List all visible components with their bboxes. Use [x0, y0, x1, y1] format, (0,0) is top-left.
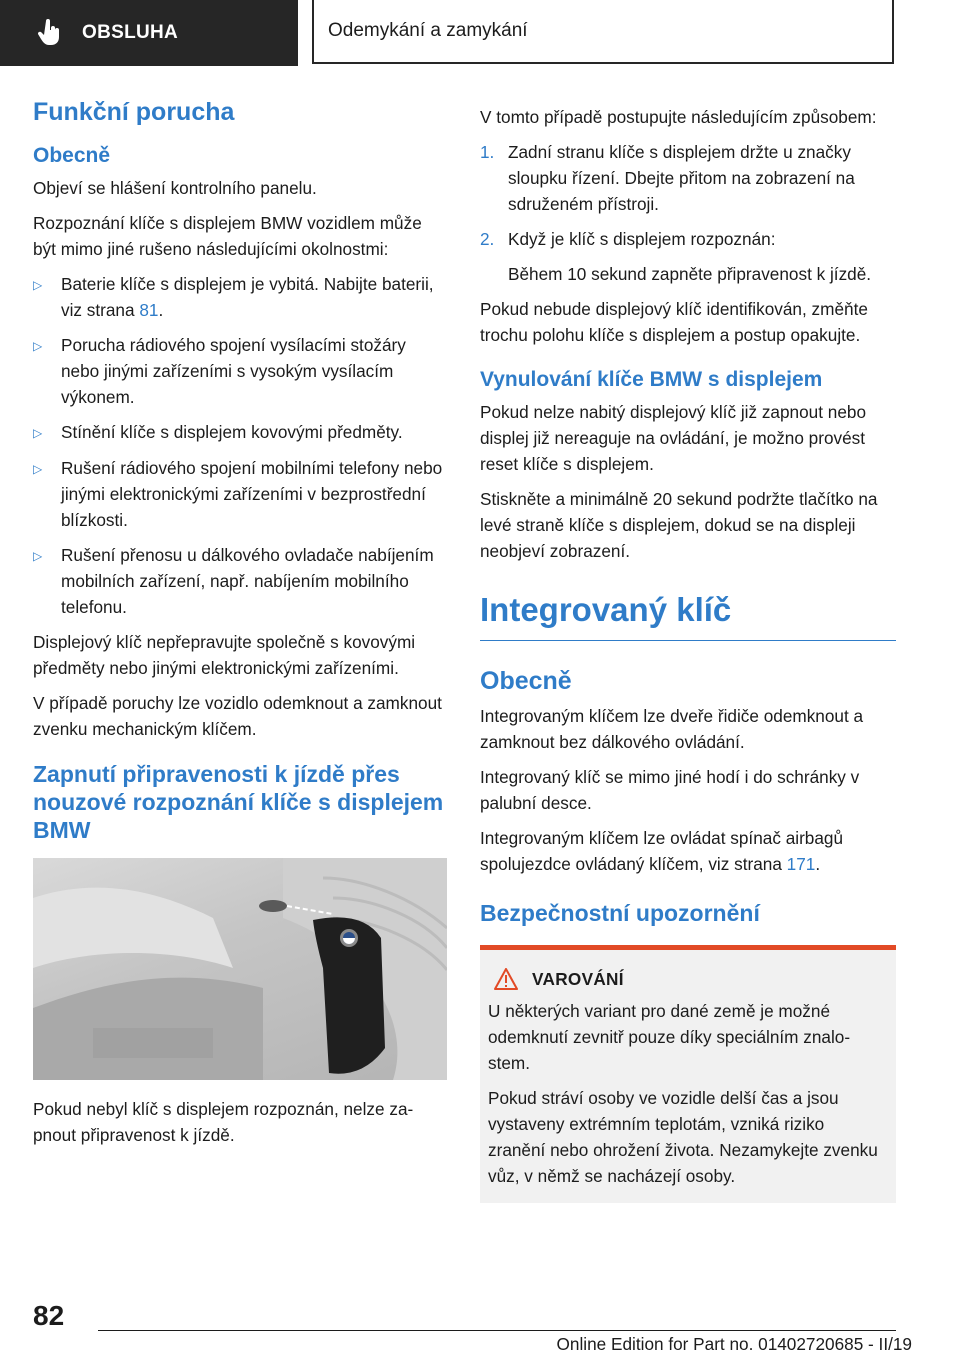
warning-box [480, 945, 896, 1203]
warning-title: VAROVÁNÍ [532, 968, 624, 989]
list-item-text: Rušení přenosu u dálkového ovladače nabíjením mobilních zařízení, např. nabíjením mobilního telefonu. [61, 545, 434, 617]
left-column [33, 98, 447, 1157]
right-column [480, 104, 896, 1203]
heading-integrated-key: Integrovaný klíč [480, 590, 896, 641]
heading-reset: Vynulování klíče BMW s displejem [480, 368, 823, 391]
heading-general: Obecně [33, 144, 111, 167]
list-item-text: Porucha rádiového spojení vysílacími stožáry nebo jinými zařízeními s vysokým vysílacím výkonem. [61, 335, 406, 407]
warning-text: Pokud stráví osoby ve vozidle delší čas a jsou vystaveny extrémním teplotám, vzniká riziko zranění nebo ohrožení života. Nezamykejte zvenku vůz, v němž se nacházejí osoby. [488, 1088, 878, 1186]
page-link[interactable]: 81 [139, 300, 159, 320]
step-subtext: Během 10 sekund zapněte připravenost k jízdě. [508, 264, 872, 284]
paragraph: Integrovaným klíčem lze dveře řidiče odemknout a zamknout bez dálkového ovládání. [480, 706, 864, 752]
list-item [33, 419, 447, 446]
chapter-title: Odemykání a zamykání [328, 20, 528, 41]
step-number: 2. [480, 229, 495, 249]
heading-safety: Bezpečnostní upozornění [480, 900, 760, 926]
paragraph: Objeví se hlášení kontrolního panelu. [33, 178, 317, 198]
list-item [33, 542, 447, 620]
warning-header [488, 968, 886, 990]
key-illustration [33, 858, 447, 1080]
paragraph: Pokud nebude displejový klíč identifikován, změňte trochu polohu klíče s displejem a postup opakujte. [480, 299, 868, 345]
heading-general: Obecně [480, 667, 572, 695]
heading-emergency: Zapnutí připravenosti k jízdě přes nouzové rozpoznání klíče s displejem BMW [33, 761, 444, 843]
edition-note: Online Edition for Part no. 01402720685 - II/19 [556, 1334, 912, 1354]
paragraph: Integrovaný klíč se mimo jiné hodí i do schránky v palubní desce. [480, 767, 860, 813]
list-item-text: Baterie klíče s displejem je vybitá. Nabijte baterii, viz strana [61, 274, 434, 320]
step-text: Když je klíč s displejem rozpoznán: [508, 229, 776, 249]
step-item [480, 139, 896, 217]
paragraph: Integrovaným klíčem lze ovládat spínač airbagů spolujezdce ovládaný klíčem, viz strana 171. [480, 828, 844, 874]
triangle-bullet-icon: ▷ [33, 426, 43, 440]
paragraph: Rozpoznání klíče s displejem BMW vozidlem může být mimo jiné rušeno následujícími okolnostmi: [33, 213, 422, 259]
list-item [33, 332, 447, 410]
chapter-header [312, 0, 894, 64]
paragraph: Stiskněte a minimálně 20 sekund podržte tlačítko na levé straně klíče s displejem, dokud se na displeji neobjeví zobrazení. [480, 489, 878, 561]
list-item-text: Stínění klíče s displejem kovovými předměty. [61, 422, 403, 442]
triangle-bullet-icon: ▷ [33, 549, 43, 563]
step-item [480, 226, 896, 252]
step-number: 1. [480, 142, 495, 162]
list-item-text: Rušení rádiového spojení mobilními telefony nebo jinými elektronickými zařízeními v bezprostřední blízkosti. [61, 458, 443, 530]
triangle-bullet-icon: ▷ [33, 278, 43, 292]
paragraph: Pokud nelze nabitý displejový klíč již zapnout nebo displej již nereaguje na ovládání, je možno provést reset klíče s displejem. [480, 402, 866, 474]
list-item: ▷ Baterie klíče s displejem je vybitá. Nabijte baterii, viz strana 81. [33, 271, 447, 323]
step-text: Zadní stranu klíče s displejem držte u značky sloupku řízení. Dbejte přitom na zobrazení na sdruženém přístroji. [508, 142, 855, 214]
hand-pointer-icon [38, 19, 62, 47]
triangle-bullet-icon: ▷ [33, 339, 43, 353]
page-number: 82 [33, 1300, 65, 1331]
section-tab [0, 0, 298, 66]
heading-fault: Funkční porucha [33, 98, 235, 126]
section-label: OBSLUHA [82, 22, 179, 43]
paragraph: Displejový klíč nepřepravujte společně s kovovými předměty nebo jinými elektronickými zařízeními. [33, 632, 416, 678]
footer-divider [98, 1330, 896, 1331]
paragraph: Pokud nebyl klíč s displejem rozpoznán, nelze zapnout připravenost k jízdě. [33, 1099, 414, 1145]
key-photo [33, 858, 447, 1080]
list-item [33, 455, 447, 533]
page-link[interactable]: 171 [786, 854, 816, 874]
warning-triangle-icon [494, 968, 518, 990]
triangle-bullet-icon: ▷ [33, 462, 43, 476]
warning-text: U některých variant pro dané země je možné odemknutí zevnitř pouze díky speciálním znalostem. [488, 1001, 851, 1073]
paragraph: V tomto případě postupujte následujícím způsobem: [480, 107, 877, 127]
paragraph: V případě poruchy lze vozidlo odemknout a zamknout zvenku mechanickým klíčem. [33, 693, 442, 739]
